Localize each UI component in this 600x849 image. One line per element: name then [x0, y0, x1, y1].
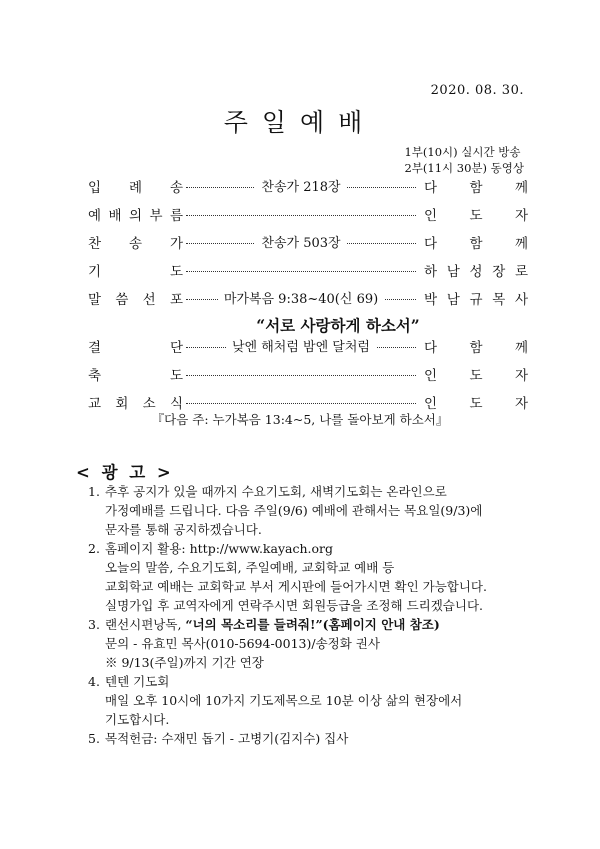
- announcement-number: 1.: [88, 484, 100, 499]
- order-person-char: 하: [424, 264, 438, 280]
- dotted-leader: [186, 215, 416, 216]
- announcement-item: [88, 482, 528, 539]
- order-label: [88, 364, 183, 384]
- order-label: [88, 232, 183, 252]
- order-person: [424, 260, 528, 280]
- order-label-char: 식: [169, 396, 183, 412]
- order-person-char: 자: [514, 208, 528, 224]
- order-label-char: 회: [115, 396, 129, 412]
- order-person-char: 함: [469, 340, 483, 356]
- order-label: [88, 176, 183, 196]
- announcements-heading: < 광 고 >: [76, 463, 174, 482]
- order-person-char: 사: [514, 292, 528, 308]
- order-person-char: 남: [446, 264, 460, 280]
- broadcast-line: 2부(11시 30분) 동영상: [404, 161, 524, 175]
- order-person: [424, 364, 528, 384]
- order-person: [424, 392, 528, 412]
- order-label-char: 선: [142, 292, 156, 308]
- order-person: [424, 336, 528, 356]
- order-label-char: 씀: [115, 292, 129, 308]
- order-row: [88, 364, 528, 392]
- broadcast-line: 1부(10시) 실시간 방송: [404, 145, 521, 159]
- order-row: [88, 176, 528, 204]
- order-person: [424, 204, 528, 224]
- order-label-char: 결: [88, 340, 102, 356]
- announcement-number: 5.: [88, 731, 100, 746]
- order-person-char: 인: [424, 396, 438, 412]
- announcement-item: [88, 729, 528, 748]
- order-person-char: 다: [424, 180, 438, 196]
- order-person-char: 도: [469, 208, 483, 224]
- order-row: [88, 288, 528, 316]
- next-week-notice: 『다음 주: 누가복음 13:4~5, 나를 돌아보게 하소서』: [151, 412, 449, 427]
- order-label: [88, 336, 183, 356]
- order-person-char: 자: [514, 396, 528, 412]
- order-person-char: 자: [514, 368, 528, 384]
- order-content-text: 찬송가 503장: [255, 236, 346, 251]
- order-person-char: 남: [446, 292, 460, 308]
- order-content: [186, 288, 416, 307]
- order-label: [88, 392, 183, 412]
- order-person: [424, 232, 528, 252]
- order-person-char: 장: [492, 264, 506, 280]
- announcement-sub-line: 오늘의 말씀, 수요기도회, 주일예배, 교회학교 예배 등: [105, 560, 395, 575]
- order-row: [88, 336, 528, 364]
- order-label-char: 배: [108, 208, 122, 224]
- order-label-char: 포: [169, 292, 183, 308]
- announcement-sub-line: 매일 오후 10시에 10가지 기도제목으로 10분 이상 삶의 현장에서: [105, 693, 463, 708]
- sermon-title: “서로 사랑하게 하소서”: [256, 316, 420, 335]
- order-label-char: 름: [169, 208, 183, 224]
- announcement-first-line: [105, 615, 440, 634]
- order-person-char: 도: [469, 368, 483, 384]
- order-person-char: 께: [514, 180, 528, 196]
- order-label-char: 단: [169, 340, 183, 356]
- order-person-char: 인: [424, 208, 438, 224]
- bulletin-date: 2020. 08. 30.: [430, 83, 524, 98]
- order-label-char: 부: [149, 208, 163, 224]
- page-title: 주일예배: [223, 108, 377, 137]
- order-label-char: 소: [142, 396, 156, 412]
- dotted-leader: [186, 271, 416, 272]
- announcement-item: [88, 539, 528, 615]
- dotted-leader: [186, 403, 416, 404]
- order-person: [424, 288, 528, 308]
- announcement-number: 3.: [88, 617, 100, 632]
- order-label-char: 기: [88, 264, 102, 280]
- order-content: [186, 336, 416, 355]
- order-label-char: 가: [169, 236, 183, 252]
- order-label-char: 송: [128, 236, 143, 252]
- announcement-sub-line: 교회학교 예배는 교회학교 부서 게시판에 들어가시면 확인 가능합니다.: [105, 579, 487, 594]
- order-label-char: 교: [88, 396, 102, 412]
- order-content-text: 마가복음 9:38~40(신 69): [218, 292, 384, 307]
- announcement-sub-line: ※ 9/13(주일)까지 기간 연장: [105, 655, 264, 670]
- broadcast-info: [404, 144, 524, 176]
- order-row: [88, 260, 528, 288]
- announcement-text: 랜선시편낭독,: [105, 617, 186, 632]
- announcement-bold-text: “너의 목소리를 들려줘!”(홈페이지 안내 참조): [185, 617, 440, 632]
- order-label-char: 례: [128, 180, 143, 196]
- announcement-number: 2.: [88, 541, 100, 556]
- order-person-char: 박: [424, 292, 438, 308]
- order-label-char: 의: [128, 208, 143, 224]
- dotted-leader: [186, 375, 416, 376]
- order-row: [88, 204, 528, 232]
- order-content: [186, 176, 416, 195]
- order-person-char: 함: [469, 180, 483, 196]
- announcement-sub-line: 문의 - 유효민 목사(010-5694-0013)/송정화 권사: [105, 636, 380, 651]
- order-label-char: 말: [88, 292, 102, 308]
- order-label-char: 도: [169, 368, 183, 384]
- announcement-first-line: 텐텐 기도회: [105, 674, 170, 689]
- order-person: [424, 176, 528, 196]
- order-label: [88, 288, 183, 308]
- announcement-first-line: 홈페이지 활용: http://www.kayach.org: [105, 541, 333, 556]
- order-person-char: 규: [469, 292, 483, 308]
- order-person-char: 도: [469, 396, 483, 412]
- order-label: [88, 204, 183, 224]
- order-label: [88, 260, 183, 280]
- order-person-char: 함: [469, 236, 483, 252]
- order-label-char: 축: [88, 368, 102, 384]
- announcement-first-line: 추후 공지가 있을 때까지 수요기도회, 새벽기도회는 온라인으로: [105, 484, 447, 499]
- announcement-sub-line: 기도합시다.: [105, 712, 170, 727]
- order-label-char: 예: [88, 208, 102, 224]
- announcement-sub-line: 문자를 통해 공지하겠습니다.: [105, 522, 262, 537]
- announcement-item: [88, 615, 528, 672]
- order-label-char: 도: [169, 264, 183, 280]
- order-person-char: 성: [469, 264, 483, 280]
- announcement-number: 4.: [88, 674, 100, 689]
- order-person-char: 목: [492, 292, 506, 308]
- announcement-sub-line: 실명가입 후 교역자에게 연락주시면 회원등급을 조정해 드리겠습니다.: [105, 598, 483, 613]
- announcement-item: [88, 672, 528, 729]
- order-person-char: 다: [424, 236, 438, 252]
- worship-order: [88, 176, 528, 420]
- order-content: [186, 232, 416, 251]
- order-label-char: 송: [169, 180, 183, 196]
- announcement-sub-line: 가정예배를 드립니다. 다음 주일(9/6) 예배에 관해서는 목요일(9/3)에: [105, 503, 483, 518]
- order-person-char: 다: [424, 340, 438, 356]
- order-person-char: 께: [514, 340, 528, 356]
- order-label-char: 입: [88, 180, 102, 196]
- order-person-char: 로: [514, 264, 528, 280]
- order-content-text: 낮엔 해처럼 밤엔 달처럼: [226, 340, 376, 355]
- order-label-char: 찬: [88, 236, 102, 252]
- order-person-char: 께: [514, 236, 528, 252]
- order-content-text: 찬송가 218장: [255, 180, 346, 195]
- announcement-first-line: 목적헌금: 수재민 돕기 - 고병기(김지수) 집사: [105, 731, 349, 746]
- order-person-char: 인: [424, 368, 438, 384]
- order-row: [88, 232, 528, 260]
- announcements-list: [88, 482, 528, 748]
